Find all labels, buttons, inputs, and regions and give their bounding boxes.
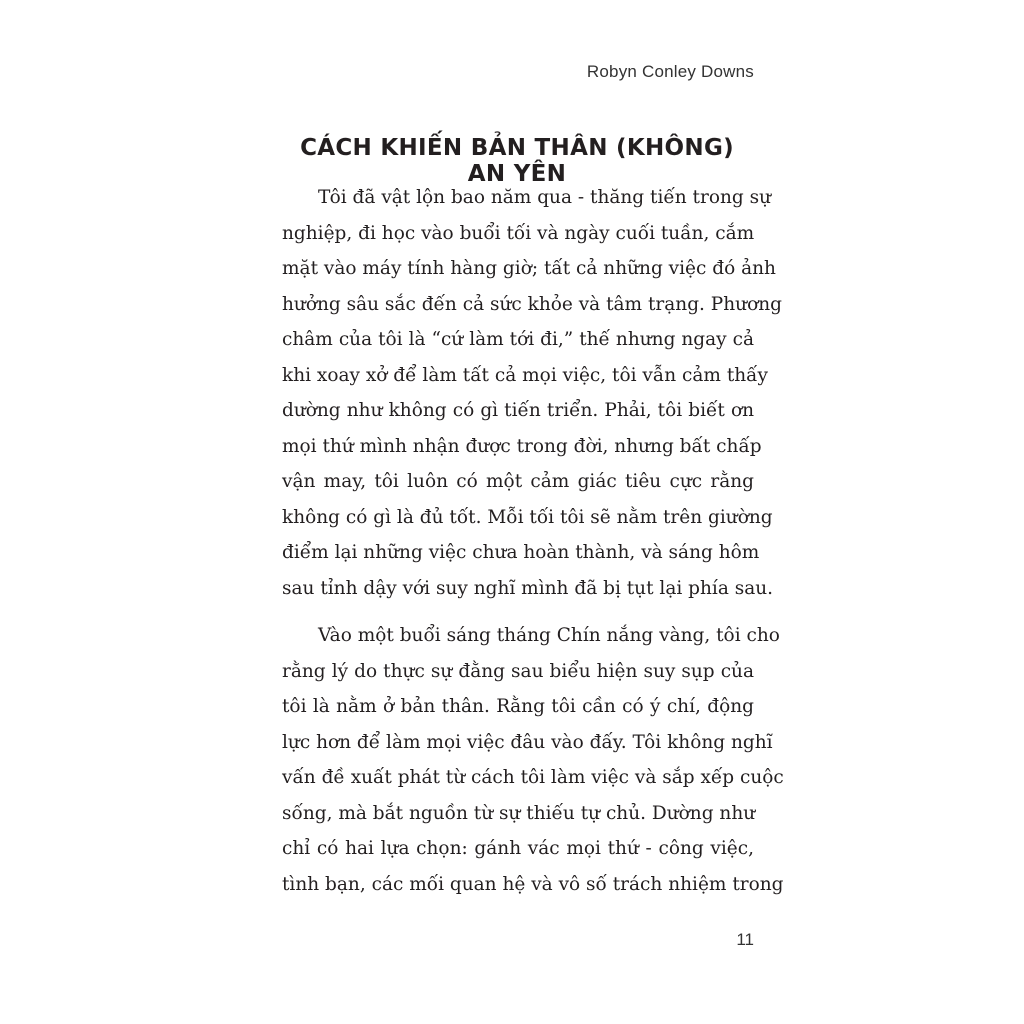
text-line: sau tỉnh dậy với suy nghĩ mình đã bị tụt lại phía sau. bbox=[282, 577, 774, 599]
text-line: tình bạn, các mối quan hệ và vô số trách nhiệm trong bbox=[282, 873, 784, 895]
page-number: 11 bbox=[736, 930, 754, 949]
text-line: Vào một buổi sáng tháng Chín nắng vàng, tôi cho bbox=[318, 625, 780, 646]
text-line: dường như không có gì tiến triển. Phải, tôi biết ơn bbox=[282, 400, 754, 421]
text-line: hưởng sâu sắc đến cả sức khỏe và tâm trạng. Phương bbox=[282, 293, 782, 315]
paragraph bbox=[282, 618, 784, 902]
text-line: nghiệp, đi học vào buổi tối và ngày cuối tuần, cắm bbox=[282, 222, 755, 244]
text-line: sống, mà bắt nguồn từ sự thiếu tự chủ. Dường như bbox=[282, 802, 756, 824]
text-line: mọi thứ mình nhận được trong đời, nhưng bất chấp bbox=[282, 435, 762, 457]
text-line: chỉ có hai lựa chọn: gánh vác mọi thứ - công việc, bbox=[282, 838, 754, 859]
text-line: vấn đề xuất phát từ cách tôi làm việc và sắp xếp cuộc bbox=[282, 767, 784, 788]
text-line: vận may, tôi luôn có một cảm giác tiêu cực rằng bbox=[282, 471, 754, 492]
text-line: rằng lý do thực sự đằng sau biểu hiện suy sụp của bbox=[282, 660, 754, 682]
text-line: Tôi đã vật lộn bao năm qua - thăng tiến trong sự bbox=[318, 187, 772, 208]
chapter-title: CÁCH KHIẾN BẢN THÂN (KHÔNG) AN YÊN bbox=[300, 135, 734, 187]
body-text bbox=[282, 180, 784, 902]
text-line: điểm lại những việc chưa hoàn thành, và sáng hôm bbox=[282, 542, 760, 563]
text-line: châm của tôi là “cứ làm tới đi,” thế nhưng ngay cả bbox=[282, 329, 754, 350]
text-line: tôi là nằm ở bản thân. Rằng tôi cần có ý chí, động bbox=[282, 696, 754, 717]
text-line: lực hơn để làm mọi việc đâu vào đấy. Tôi không nghĩ bbox=[282, 731, 773, 753]
paragraph bbox=[282, 180, 782, 606]
running-header-author: Robyn Conley Downs bbox=[586, 62, 754, 81]
text-line: không có gì là đủ tốt. Mỗi tối tôi sẽ nằm trên giường bbox=[282, 506, 773, 528]
text-line: mặt vào máy tính hàng giờ; tất cả những việc đó ảnh bbox=[282, 258, 776, 279]
text-line: khi xoay xở để làm tất cả mọi việc, tôi vẫn cảm thấy bbox=[282, 364, 768, 386]
